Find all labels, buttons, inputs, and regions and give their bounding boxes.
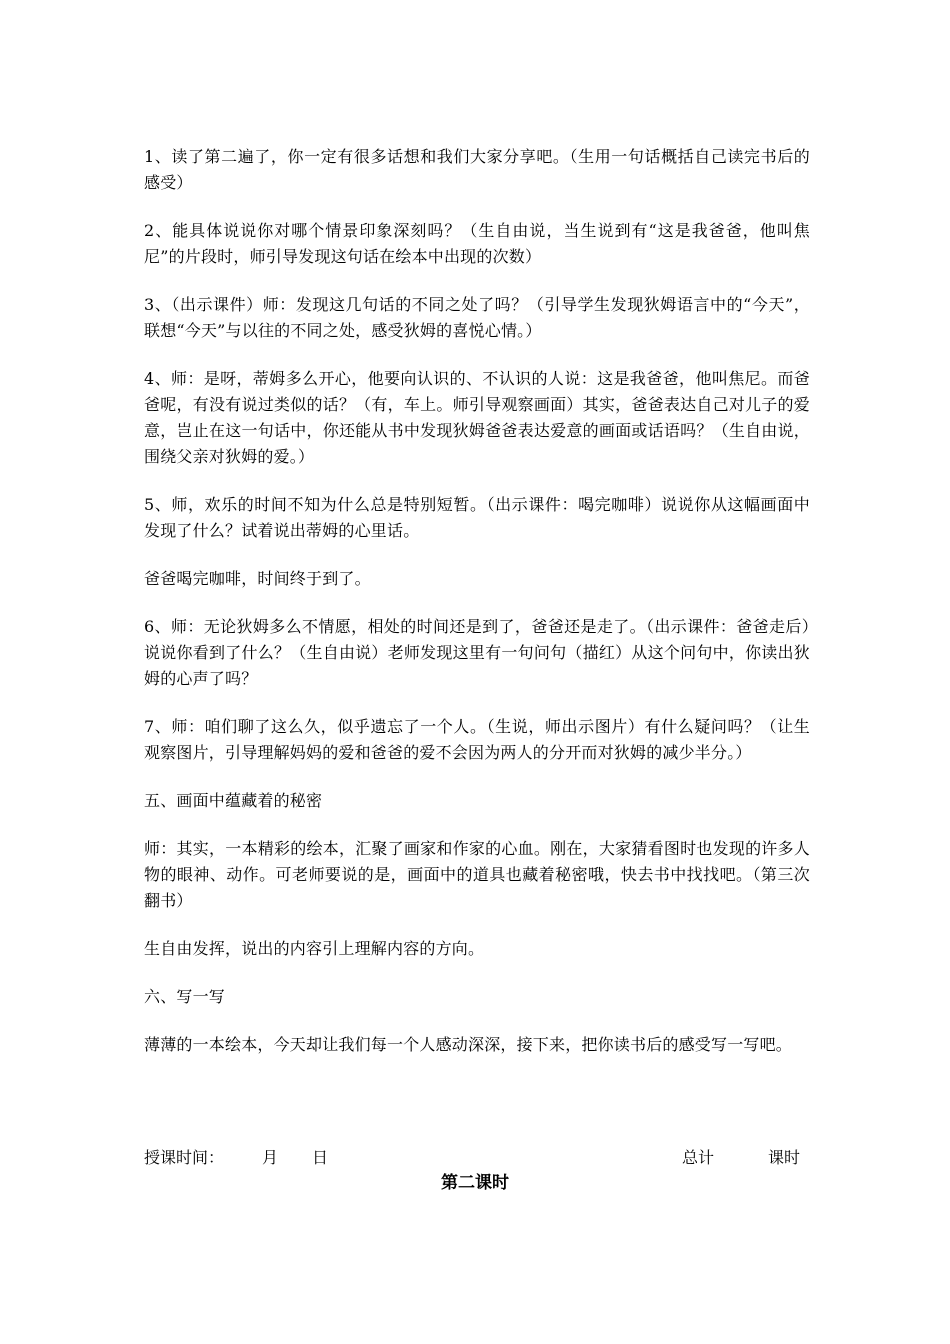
lesson-period-label: 课时 bbox=[768, 1148, 801, 1167]
section-heading-six: 六、写一写 bbox=[144, 987, 226, 1006]
section-heading-five: 五、画面中蕴藏着的秘密 bbox=[144, 791, 323, 810]
lesson-time-month: 月 bbox=[262, 1148, 279, 1167]
paragraph-dad-coffee: 爸爸喝完咖啡，时间终于到了。 bbox=[144, 569, 371, 588]
paragraph-item-4: 4、师：是呀，蒂姆多么开心，他要向认识的、不认识的人说：这是我爸爸，他叫焦尼。而爸爸呢，有没有说过类似的话？（有，车上。师引导观察画面）其实，爸爸表达自己对儿子的爱意，岂止在这一句话中，你还能从书中发现狄姆爸爸表达爱意的画面或话语吗？（生自由说，围绕父亲对狄姆的爱。） bbox=[144, 369, 810, 466]
lesson-total-label: 总计 bbox=[682, 1148, 715, 1167]
paragraph-item-6: 6、师：无论狄姆多么不情愿，相处的时间还是到了，爸爸还是走了。（出示课件：爸爸走后）说说你看到了什么？（生自由说）老师发现这里有一句问句（描红）从这个问句中，你读出狄姆的心声了吗？ bbox=[144, 617, 810, 688]
paragraph-teacher-secret: 师：其实，一本精彩的绘本，汇聚了画家和作家的心血。刚在，大家猜看图时也发现的许多人物的眼神、动作。可老师要说的是，画面中的道具也藏着秘密哦，快去书中找找吧。（第三次翻书） bbox=[144, 839, 810, 910]
paragraph-item-1: 1、读了第二遍了，你一定有很多话想和我们大家分享吧。（生用一句话概括自己读完书后的感受） bbox=[144, 147, 810, 192]
lesson-title: 第二课时 bbox=[441, 1173, 509, 1193]
lesson-time-label: 授课时间： bbox=[144, 1148, 225, 1167]
document-body bbox=[144, 144, 810, 1058]
paragraph-item-3: 3、（出示课件）师：发现这几句话的不同之处了吗？（引导学生发现狄姆语言中的“今天”，联想“今天”与以往的不同之处，感受狄姆的喜悦心情。） bbox=[144, 295, 810, 340]
paragraph-item-5: 5、师，欢乐的时间不知为什么总是特别短暂。（出示课件：喝完咖啡）说说你从这幅画面中发现了什么？试着说出蒂姆的心里话。 bbox=[144, 495, 810, 540]
paragraph-item-2: 2、能具体说说你对哪个情景印象深刻吗？（生自由说，当生说到有“这是我爸爸，他叫焦尼”的片段时，师引导发现这句话在绘本中出现的次数） bbox=[144, 221, 810, 266]
paragraph-item-7: 7、师：咱们聊了这么久，似乎遗忘了一个人。（生说，师出示图片）有什么疑问吗？（让生观察图片，引导理解妈妈的爱和爸爸的爱不会因为两人的分开而对狄姆的减少半分。） bbox=[144, 717, 810, 762]
lesson-time-day: 日 bbox=[312, 1148, 329, 1167]
paragraph-write-task: 薄薄的一本绘本，今天却让我们每一个人感动深深，接下来，把你读书后的感受写一写吧。 bbox=[144, 1035, 793, 1054]
paragraph-student-free: 生自由发挥，说出的内容引上理解内容的方向。 bbox=[144, 939, 485, 958]
lesson-time-line bbox=[144, 1144, 810, 1172]
